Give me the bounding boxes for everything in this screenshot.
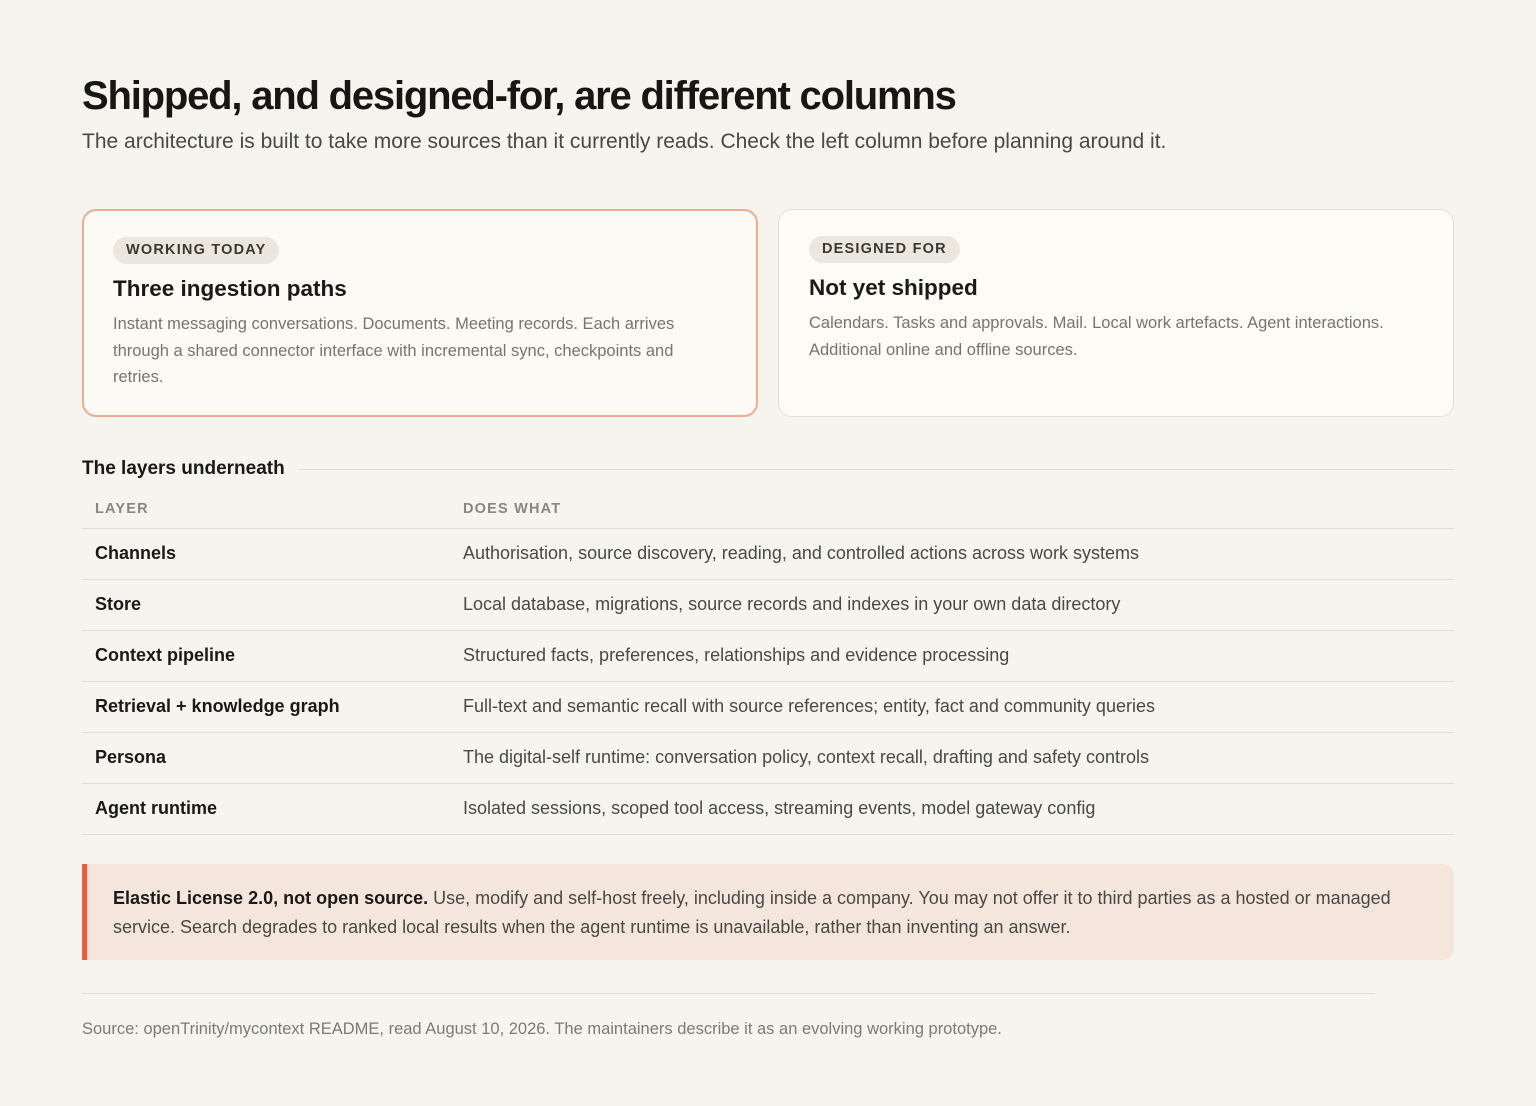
table-row <box>82 732 1454 783</box>
table-row <box>82 579 1454 630</box>
layer-description: Local database, migrations, source records and indexes in your own data directory <box>450 579 1454 630</box>
layer-description: Structured facts, preferences, relationships and evidence processing <box>450 630 1454 681</box>
page-subtitle: The architecture is built to take more sources than it currently reads. Check the left column before planning around it. <box>82 130 1167 153</box>
section-divider <box>299 469 1454 470</box>
table-row <box>82 783 1454 834</box>
license-notice-text: Use, modify and self-host freely, including inside a company. You may not offer it to third parties as a hosted or managed service. Search degrades to ranked local results when the agent runtime is unavailable, rather than inventing an answer. <box>113 888 1391 937</box>
table-row <box>82 630 1454 681</box>
layer-name: Store <box>82 579 450 630</box>
layer-description: Full-text and semantic recall with source references; entity, fact and community queries <box>450 681 1454 732</box>
layers-section-title: The layers underneath <box>82 458 285 479</box>
working-today-title: Three ingestion paths <box>113 276 347 301</box>
designed-for-card <box>778 209 1454 417</box>
table-row <box>82 681 1454 732</box>
layer-description: The digital-self runtime: conversation policy, context recall, drafting and safety controls <box>450 732 1454 783</box>
layer-name: Channels <box>82 528 450 579</box>
license-notice-lead: Elastic License 2.0, not open source. <box>113 888 429 908</box>
layer-name: Agent runtime <box>82 783 450 834</box>
column-header-layer: LAYER <box>82 490 450 528</box>
column-header-does-what: DOES WHAT <box>450 490 1454 528</box>
source-note: Source: openTrinity/mycontext README, read August 10, 2026. The maintainers describe it as an evolving working prototype. <box>82 1020 1002 1038</box>
footer-divider <box>82 993 1375 994</box>
layers-table <box>82 490 1454 835</box>
working-today-body: Instant messaging conversations. Documents. Meeting records. Each arrives through a shared connector interface with incremental sync, checkpoints and retries. <box>113 315 675 386</box>
layer-name: Context pipeline <box>82 630 450 681</box>
table-row <box>82 528 1454 579</box>
page-title: Shipped, and designed-for, are different columns <box>82 74 956 118</box>
working-today-badge: WORKING TODAY <box>113 237 279 264</box>
layer-name: Retrieval + knowledge graph <box>82 681 450 732</box>
layer-description: Isolated sessions, scoped tool access, streaming events, model gateway config <box>450 783 1454 834</box>
layer-description: Authorisation, source discovery, reading, and controlled actions across work systems <box>450 528 1454 579</box>
layers-section-header <box>82 456 1454 482</box>
designed-for-badge: DESIGNED FOR <box>809 236 960 263</box>
license-notice <box>82 864 1454 960</box>
working-today-card <box>82 209 758 417</box>
designed-for-body: Calendars. Tasks and approvals. Mail. Local work artefacts. Agent interactions. Additional online and offline sources. <box>809 314 1384 359</box>
layer-name: Persona <box>82 732 450 783</box>
table-header-row <box>82 490 1454 528</box>
designed-for-title: Not yet shipped <box>809 275 978 300</box>
